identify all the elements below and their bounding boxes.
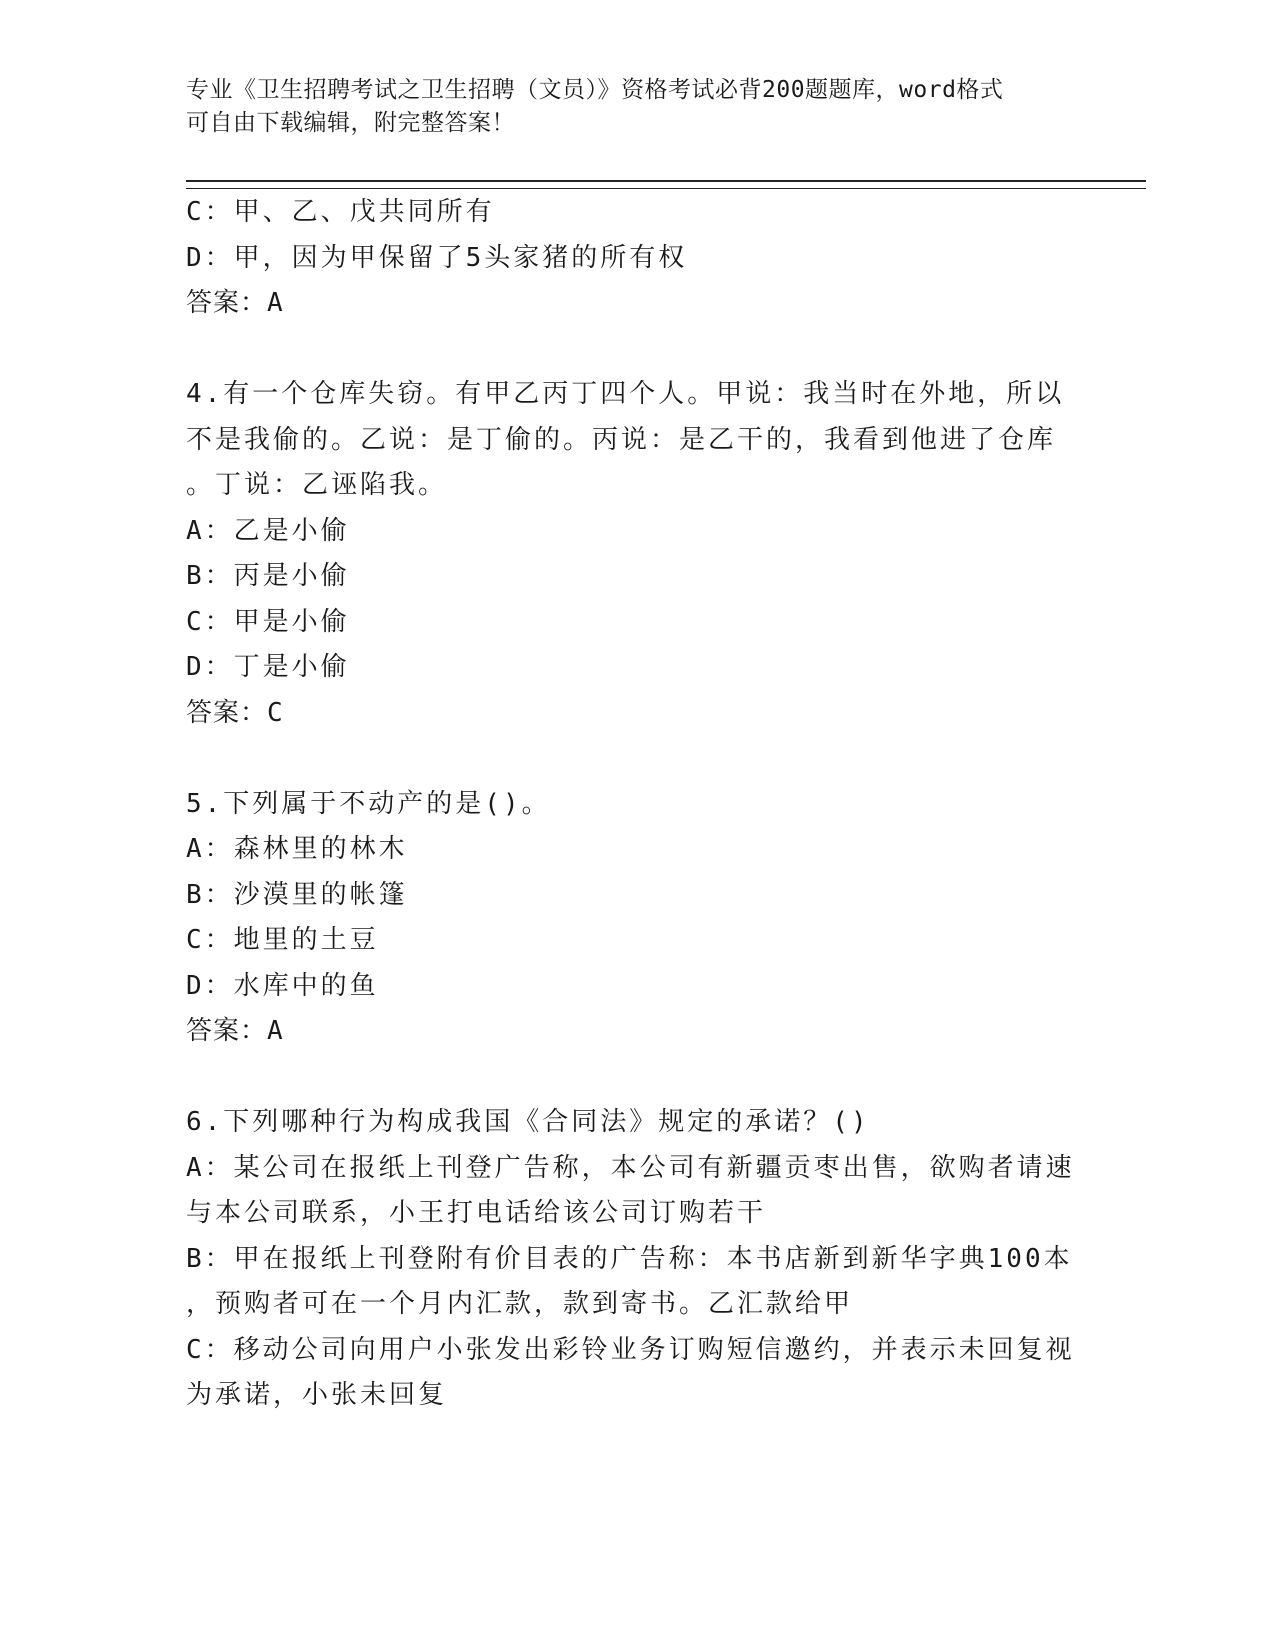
question-5-option-d: D：水库中的鱼 xyxy=(186,970,379,1001)
question-3 xyxy=(186,190,1146,327)
question-4 xyxy=(186,372,1146,736)
question-6-option-a-line-2: 与本公司联系，小王打电话给该公司订购若干 xyxy=(186,1198,767,1228)
question-3-option-c: C：甲、乙、戊共同所有 xyxy=(186,197,495,227)
spacer xyxy=(186,736,1146,782)
question-6-option-b-line-1: B：甲在报纸上刊登附有价目表的广告称：本书店新到新华字典100本 xyxy=(186,1243,1073,1274)
question-4-stem-line-3: 。丁说：乙诬陷我。 xyxy=(186,470,448,500)
question-6 xyxy=(186,1100,1146,1419)
spacer xyxy=(186,327,1146,373)
question-4-stem-line-1: 4.有一个仓库失窃。有甲乙丙丁四个人。甲说：我当时在外地，所以 xyxy=(186,379,1065,409)
question-4-answer: 答案：C xyxy=(186,697,284,728)
question-6-option-c-line-1: C：移动公司向用户小张发出彩铃业务订购短信邀约，并表示未回复视 xyxy=(186,1334,1075,1365)
question-4-option-d: D：丁是小偷 xyxy=(186,652,350,682)
question-4-option-c: C：甲是小偷 xyxy=(186,606,350,637)
spacer xyxy=(186,1055,1146,1101)
question-5-stem: 5.下列属于不动产的是()。 xyxy=(186,788,551,819)
question-5 xyxy=(186,782,1146,1055)
question-4-option-b: B：丙是小偷 xyxy=(186,561,350,591)
header-line-2: 可自由下载编辑，附完整答案！ xyxy=(186,110,515,136)
question-5-answer: 答案：A xyxy=(186,1016,284,1046)
question-5-option-c: C：地里的土豆 xyxy=(186,925,379,955)
question-6-option-a-line-1: A：某公司在报纸上刊登广告称，本公司有新疆贡枣出售，欲购者请速 xyxy=(186,1152,1075,1183)
question-4-stem-line-2: 不是我偷的。乙说：是丁偷的。丙说：是乙干的，我看到他进了仓库 xyxy=(186,424,1057,455)
question-3-option-d: D：甲，因为甲保留了5头家猪的所有权 xyxy=(186,242,688,273)
question-list xyxy=(186,190,1146,1419)
question-4-option-a: A：乙是小偷 xyxy=(186,515,350,546)
question-5-option-a: A：森林里的林木 xyxy=(186,834,408,864)
question-3-answer: 答案：A xyxy=(186,288,284,318)
question-6-option-b-line-2: ，预购者可在一个月内汇款，款到寄书。乙汇款给甲 xyxy=(186,1289,854,1319)
question-6-stem: 6.下列哪种行为构成我国《合同法》规定的承诺？() xyxy=(186,1107,870,1137)
document-header xyxy=(186,74,1086,140)
question-5-option-b: B：沙漠里的帐篷 xyxy=(186,879,408,910)
header-line-1: 专业《卫生招聘考试之卫生招聘（文员）》资格考试必背200题题库，word格式 xyxy=(186,77,1004,103)
header-divider xyxy=(186,180,1146,189)
question-6-option-c-line-2: 为承诺，小张未回复 xyxy=(186,1380,448,1410)
